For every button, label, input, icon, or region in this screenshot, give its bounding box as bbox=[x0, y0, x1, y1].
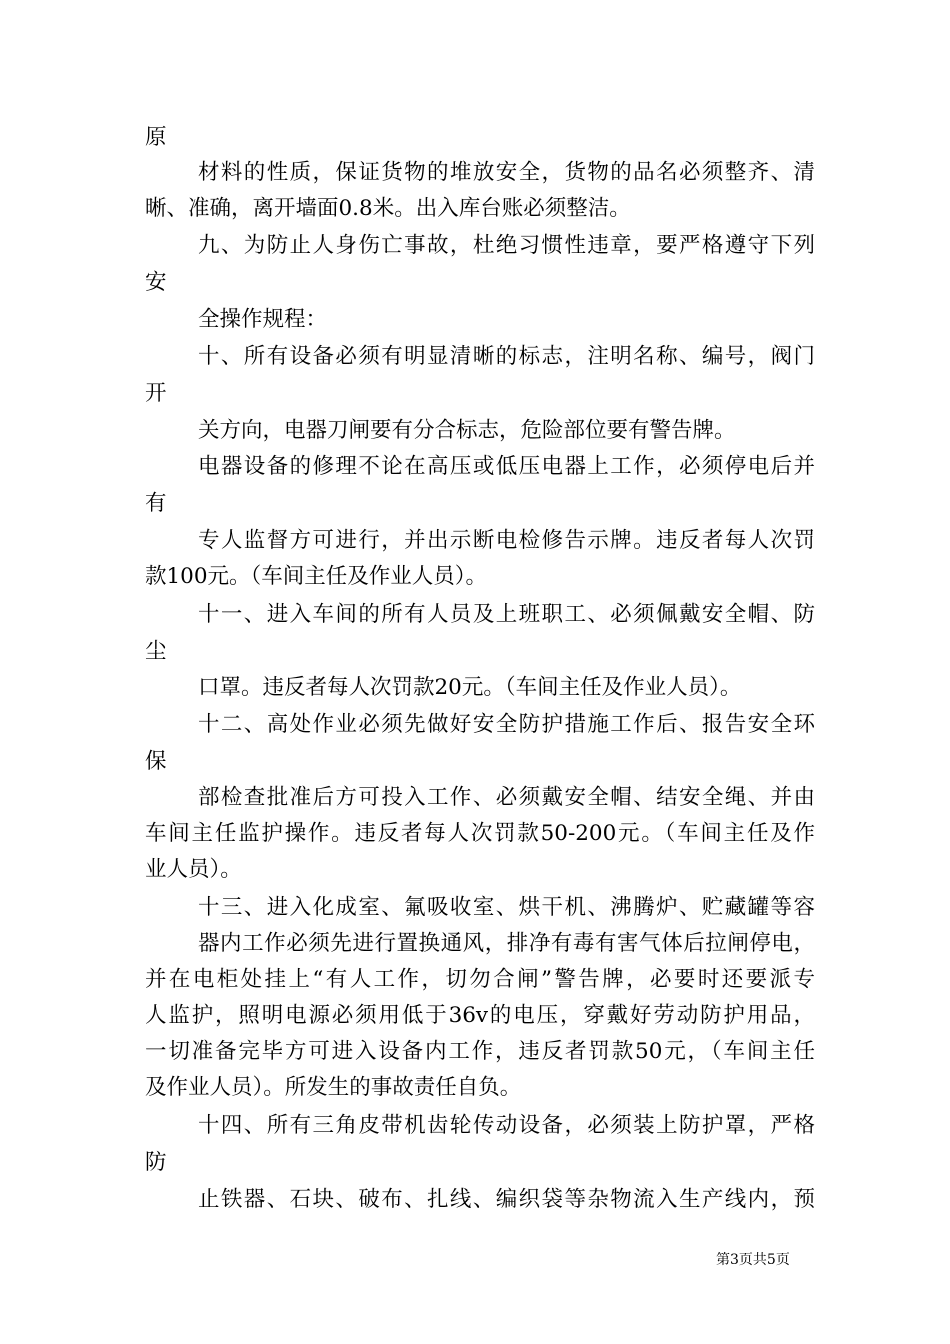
text-line: 一切准备完毕方可进入设备内工作，违反者罚款50元，（车间主任 bbox=[145, 1039, 815, 1064]
text-line: 业人员）。 bbox=[145, 857, 242, 882]
text-line: 车间主任监护操作。违反者每人次罚款50-200元。（车间主任及作 bbox=[145, 821, 815, 846]
text-line: 器内工作必须先进行置换通风，排净有毒有害气体后拉闸停电， bbox=[198, 931, 815, 956]
text-line: 安 bbox=[145, 270, 167, 295]
text-line: 止铁器、石块、破布、扎线、编织袋等杂物流入生产线内，预 bbox=[198, 1187, 815, 1212]
text-line: 专人监督方可进行，并出示断电检修告示牌。违反者每人次罚 bbox=[198, 528, 815, 553]
text-line: 十二、高处作业必须先做好安全防护措施工作后、报告安全环 bbox=[198, 712, 815, 737]
text-line: 十、所有设备必须有明显清晰的标志，注明名称、编号，阀门 bbox=[198, 344, 815, 369]
text-line: 十一、进入车间的所有人员及上班职工、必须佩戴安全帽、防 bbox=[198, 602, 815, 627]
text-line: 及作业人员）。所发生的事故责任自负。 bbox=[145, 1075, 522, 1100]
text-line: 关方向，电器刀闸要有分合标志，危险部位要有警告牌。 bbox=[198, 418, 736, 443]
text-line: 部检查批准后方可投入工作、必须戴安全帽、结安全绳、并由 bbox=[198, 785, 815, 810]
text-line: 原 bbox=[145, 125, 167, 150]
page-number: 第3页共5页 bbox=[716, 1252, 790, 1268]
text-line: 尘 bbox=[145, 639, 167, 664]
text-line: 电器设备的修理不论在高压或低压电器上工作，必须停电后并 bbox=[198, 454, 815, 479]
text-line: 开 bbox=[145, 381, 167, 406]
text-line: 有 bbox=[145, 491, 167, 516]
text-line: 人监护，照明电源必须用低于36v的电压，穿戴好劳动防护用品， bbox=[145, 1003, 815, 1028]
text-line: 全操作规程： bbox=[198, 307, 328, 332]
text-line: 十三、进入化成室、氟吸收室、烘干机、沸腾炉、贮藏罐等容 bbox=[198, 895, 815, 920]
text-line: 并在电柜处挂上“有人工作，切勿合闸”警告牌，必要时还要派专 bbox=[145, 967, 815, 992]
text-line: 款100元。（车间主任及作业人员）。 bbox=[145, 564, 488, 589]
text-line: 保 bbox=[145, 749, 167, 774]
text-line: 口罩。违反者每人次罚款20元。（车间主任及作业人员）。 bbox=[198, 675, 742, 700]
text-line: 材料的性质，保证货物的堆放安全，货物的品名必须整齐、清 bbox=[198, 160, 815, 185]
text-line: 防 bbox=[145, 1150, 167, 1175]
text-line: 十四、所有三角皮带机齿轮传动设备，必须装上防护罩，严格 bbox=[198, 1113, 815, 1138]
text-line: 晰、准确，离开墙面0.8米。出入库台账必须整洁。 bbox=[145, 196, 631, 221]
text-line: 九、为防止人身伤亡事故，杜绝习惯性违章，要严格遵守下列 bbox=[198, 233, 815, 258]
